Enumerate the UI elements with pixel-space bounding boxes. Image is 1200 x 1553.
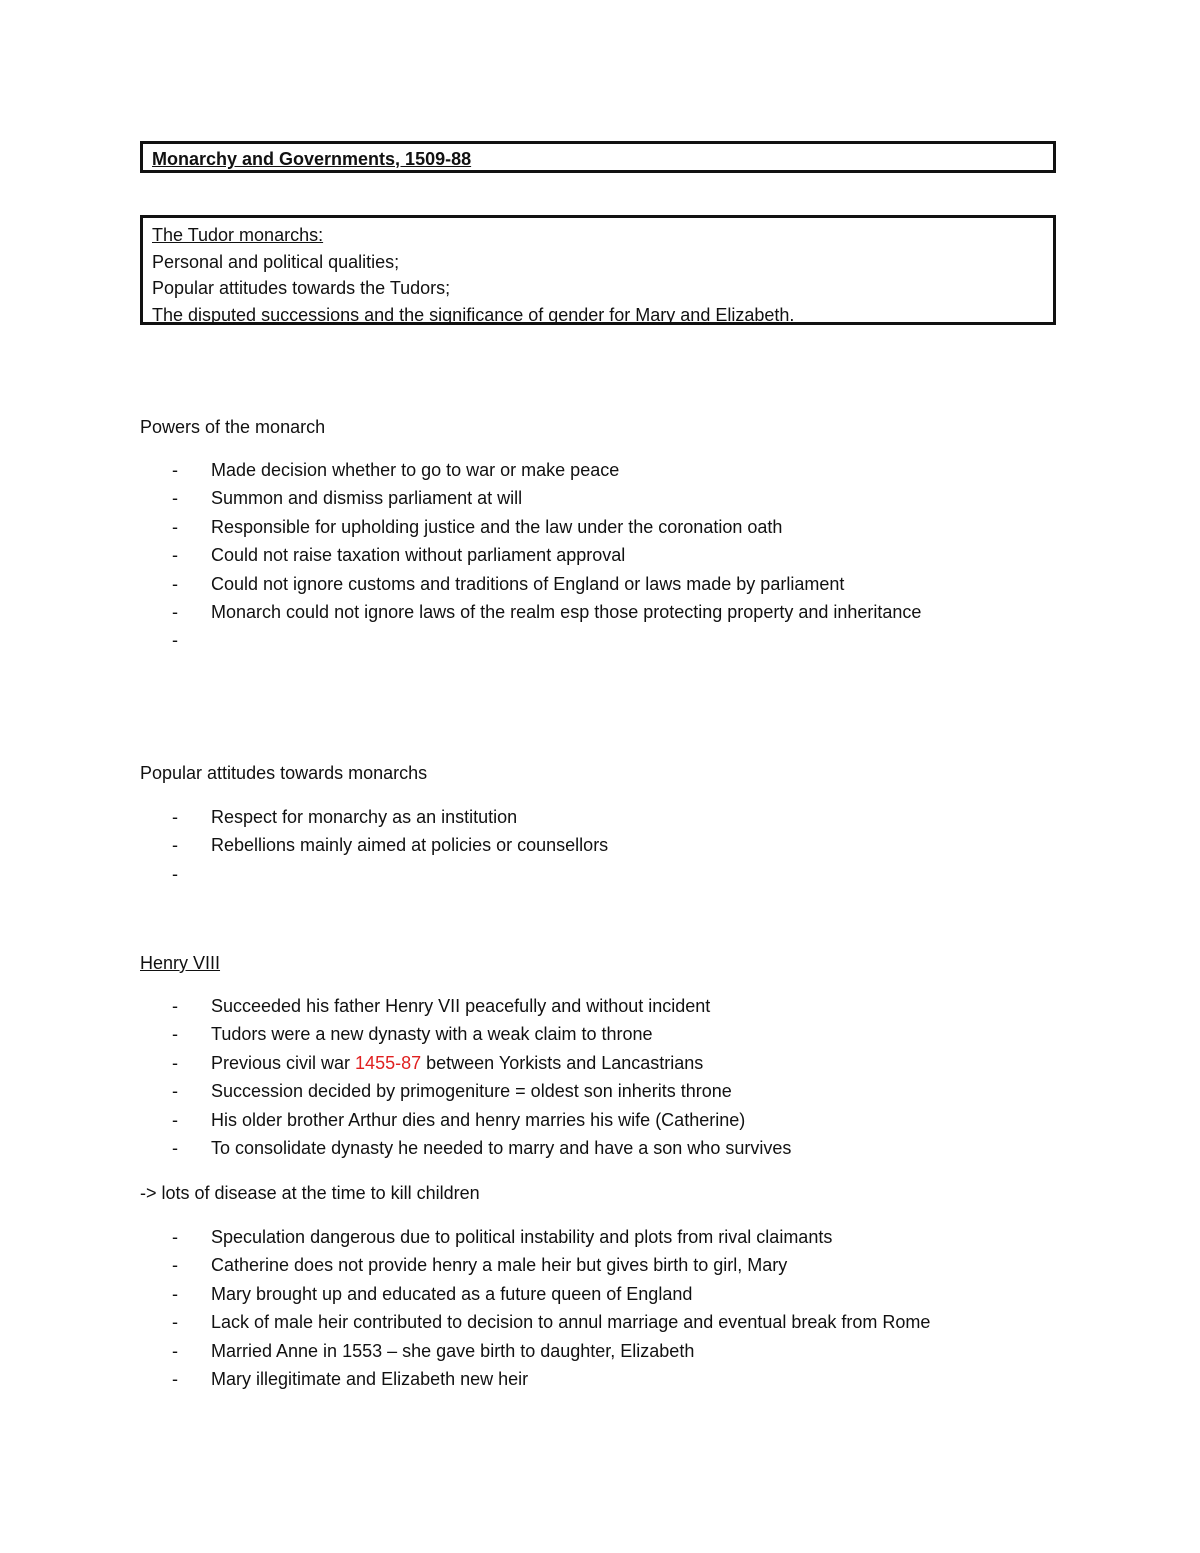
bullet-dash: - [172, 1081, 178, 1102]
henry-list-continued [172, 1223, 930, 1393]
date-highlight: 1455-87 [355, 1052, 422, 1073]
document-title: Monarchy and Governments, 1509-88 [152, 149, 472, 169]
list-item: - Monarch could not ignore laws of the realm esp those protecting property and inheritance [172, 598, 921, 626]
list-item: - Rebellions mainly aimed at policies or counsellors [172, 831, 608, 859]
bullet-dash: - [172, 488, 178, 509]
bullet-dash: - [172, 516, 178, 537]
arrow-note: -> lots of disease at the time to kill children [140, 1183, 480, 1203]
list-item: - To consolidate dynasty he needed to marry and have a son who survives [172, 1134, 791, 1162]
list-item: - Mary brought up and educated as a future queen of England [172, 1280, 930, 1308]
attitudes-heading: Popular attitudes towards monarchs [140, 763, 428, 783]
bullet-dash: - [172, 1227, 178, 1247]
henry-list [172, 992, 791, 1162]
topics-heading: The Tudor monarchs: [152, 225, 324, 245]
list-item: - Responsible for upholding justice and the law under the coronation oath [172, 513, 921, 541]
bullet-dash: - [172, 573, 178, 594]
bullet-dash: - [172, 1255, 178, 1276]
bullet-dash: - [172, 460, 178, 480]
bullet-dash: - [172, 1340, 178, 1361]
list-item: - Catherine does not provide henry a male heir but gives birth to girl, Mary [172, 1251, 930, 1279]
list-item: - Mary illegitimate and Elizabeth new heir [172, 1365, 930, 1393]
bullet-dash: - [172, 1109, 178, 1130]
list-item: - Could not ignore customs and traditions of England or laws made by parliament [172, 570, 921, 598]
attitudes-list [172, 803, 608, 888]
bullet-dash: - [172, 1137, 178, 1158]
list-item-empty [172, 860, 608, 888]
list-item: - Succession decided by primogeniture = oldest son inherits throne [172, 1077, 791, 1105]
bullet-dash: - [172, 1312, 178, 1333]
list-item: - Lack of male heir contributed to decision to annul marriage and eventual break from Rome [172, 1308, 930, 1336]
list-item: - Could not raise taxation without parliament approval [172, 541, 921, 569]
list-item: - Speculation dangerous due to political instability and plots from rival claimants [172, 1223, 930, 1251]
powers-heading: Powers of the monarch [140, 417, 326, 437]
list-item: - Married Anne in 1553 – she gave birth to daughter, Elizabeth [172, 1337, 930, 1365]
topic-item: The disputed successions and the significance of gender for Mary and Elizabeth. [152, 304, 795, 325]
bullet-dash: - [172, 1052, 178, 1073]
powers-list [172, 456, 921, 655]
bullet-dash: - [172, 601, 178, 622]
bullet-dash: - [172, 863, 178, 884]
list-item: - Made decision whether to go to war or make peace [172, 456, 921, 484]
list-item: - Succeeded his father Henry VII peacefully and without incident [172, 992, 791, 1020]
bullet-dash: - [172, 1283, 178, 1304]
title-box [140, 141, 1056, 173]
topic-item: Popular attitudes towards the Tudors; [152, 278, 451, 298]
bullet-dash: - [172, 630, 178, 651]
list-item: - His older brother Arthur dies and henry marries his wife (Catherine) [172, 1106, 791, 1134]
topics-box [140, 215, 1056, 325]
bullet-dash: - [172, 545, 178, 566]
bullet-dash: - [172, 807, 178, 827]
bullet-dash: - [172, 835, 178, 856]
bullet-dash: - [172, 996, 178, 1016]
bullet-dash: - [172, 1024, 178, 1045]
topic-item: Personal and political qualities; [152, 251, 400, 272]
bullet-dash: - [172, 1368, 178, 1389]
list-item-civil-war: - Previous civil war 1455-87 between Yorkists and Lancastrians [172, 1049, 791, 1077]
henry-heading: Henry VIII [140, 953, 221, 973]
list-item: - Respect for monarchy as an institution [172, 803, 608, 831]
list-item: - Tudors were a new dynasty with a weak claim to throne [172, 1020, 791, 1048]
list-item-empty [172, 626, 921, 654]
list-item: - Summon and dismiss parliament at will [172, 484, 921, 512]
